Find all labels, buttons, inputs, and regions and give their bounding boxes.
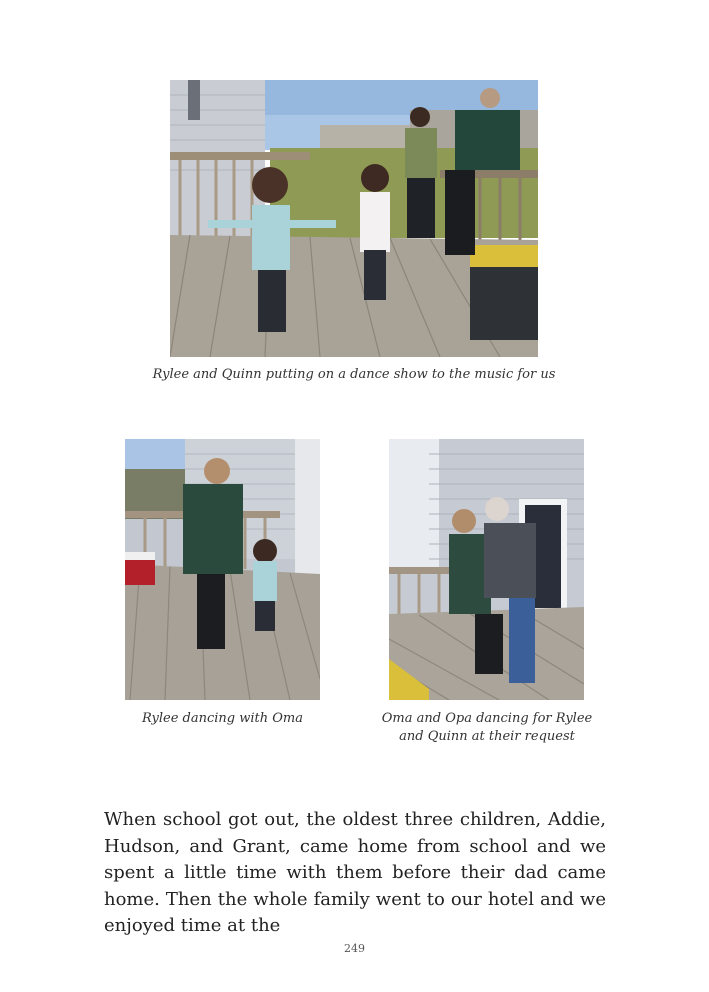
body-text: When school got out, the oldest three children, Addie, Hudson, and Grant, came home from school and we spent a little time with them before their dad came home. Then the whole family went to our hotel and we enjoyed time at the (104, 809, 606, 936)
photo-oma-opa (389, 439, 584, 700)
photo-oma-opa-image (389, 439, 584, 700)
photo-rylee-oma-image (125, 439, 320, 700)
caption-oma-opa: Oma and Opa dancing for Rylee and Quinn at their request (381, 711, 593, 744)
photo-dance-show-image (170, 80, 538, 357)
photo-dance-show (170, 80, 538, 357)
caption-rylee-oma: Rylee dancing with Oma (141, 711, 304, 726)
caption-dance-show: Rylee and Quinn putting on a dance show to the music for us (152, 367, 556, 382)
page-number: 249 (344, 942, 365, 955)
photo-rylee-oma (125, 439, 320, 700)
